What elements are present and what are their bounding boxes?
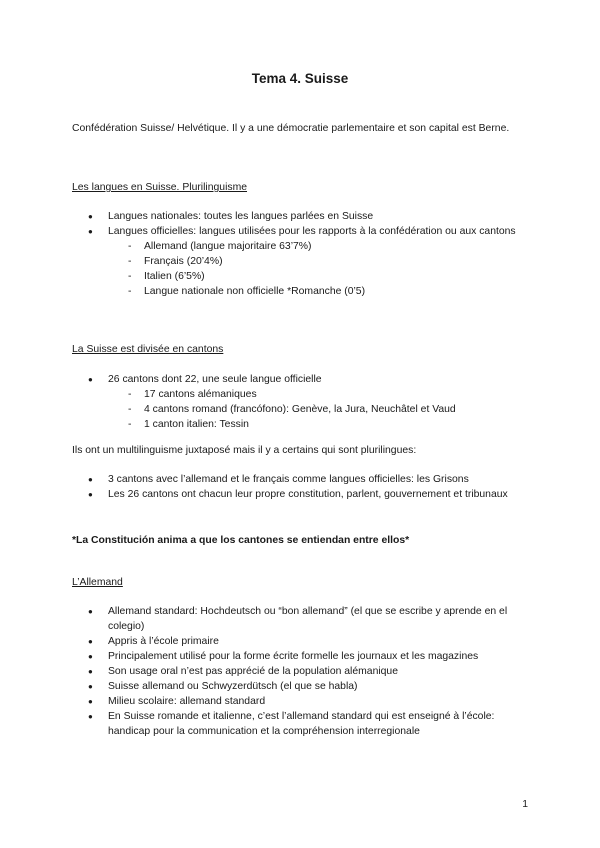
list-item: - 4 cantons romand (francófono): Genève, la Jura, Neuchâtel et Vaud [72,402,528,417]
list-item: - Langue nationale non officielle *Romanche (0’5) [72,284,528,299]
list-item: ● 3 cantons avec l’allemand et le français comme langues officielles: les Grisons [72,472,528,487]
list-item: ● Principalement utilisé pour la forme écrite formelle les journaux et les magazines [72,649,528,664]
plurilingues-list [72,472,528,502]
list-item: ● Appris à l’école primaire [72,634,528,649]
list-item: ● Son usage oral n’est pas apprécié de la population alémanique [72,664,528,679]
multilinguisme-paragraph: Ils ont un multilinguisme juxtaposé mais il y a certains qui sont plurilingues: [72,445,417,456]
list-item: - Italien (6’5%) [72,269,528,284]
list-item: - 1 canton italien: Tessin [72,417,528,432]
list-item: ● Langues officielles: langues utilisées pour les rapports à la confédération ou aux cantons [72,224,528,239]
list-item: - Français (20’4%) [72,254,528,269]
list-item: ● En Suisse romande et italienne, c’est l’allemand standard qui est enseigné à l’école: handicap pour la communication et la compréhension interregionale [72,709,528,739]
section-heading-langues: Les langues en Suisse. Plurilinguisme [72,182,248,193]
list-item: ● Langues nationales: toutes les langues parlées en Suisse [72,209,528,224]
list-item: ● Suisse allemand ou Schwyzerdütsch (el que se habla) [72,679,528,694]
cantons-list [72,372,528,432]
page-number: 1 [522,799,528,810]
list-item: ● Allemand standard: Hochdeutsch ou “bon allemand” (el que se escribe y aprende en el colegio) [72,604,528,634]
intro-paragraph: Confédération Suisse/ Helvétique. Il y a une démocratie parlementaire et son capital est Berne. [72,123,510,134]
list-item: ● Milieu scolaire: allemand standard [72,694,528,709]
list-item: - 17 cantons alémaniques [72,387,528,402]
section-heading-cantons: La Suisse est divisée en cantons [72,344,224,355]
langues-list [72,209,528,299]
constitution-note: *La Constitución anima a que los cantones se entiendan entre ellos* [72,535,410,546]
list-item: - Allemand (langue majoritaire 63’7%) [72,239,528,254]
section-heading-allemand: L’Allemand [72,577,123,588]
page-title: Tema 4. Suisse [251,71,349,86]
list-item: ● 26 cantons dont 22, une seule langue officielle [72,372,528,387]
list-item: ● Les 26 cantons ont chacun leur propre constitution, parlent, gouvernement et tribunaux [72,487,528,502]
allemand-list [72,604,528,739]
